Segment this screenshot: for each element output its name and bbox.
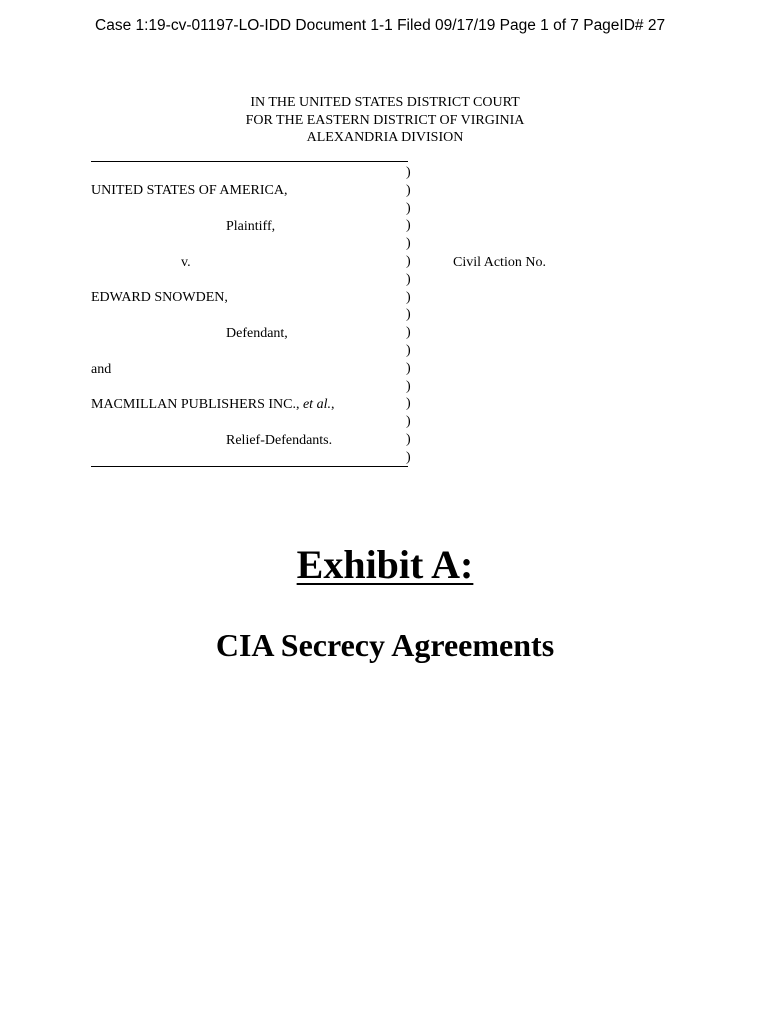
court-heading-line-2: FOR THE EASTERN DISTRICT OF VIRGINIA — [245, 112, 525, 128]
exhibit-subtitle: CIA Secrecy Agreements — [215, 627, 555, 663]
relief-defendant-comma: , — [330, 397, 335, 412]
ecf-header-stamp: Case 1:19-cv-01197-LO-IDD Document 1-1 Filed 09/17/19 Page 1 of 7 PageID# 27 — [95, 17, 666, 34]
civil-action-label: Civil Action No. — [453, 255, 546, 270]
relief-defendant-name — [91, 397, 334, 413]
defendant-role: Defendant, — [226, 326, 288, 341]
plaintiff-name: UNITED STATES OF AMERICA, — [91, 183, 288, 198]
caption-conjunction: and — [91, 362, 112, 377]
caption-top-rule — [91, 161, 408, 162]
caption-paren-column: ) ) ) ) ) ) ) ) ) ) ) ) ) ) ) ) ) — [406, 165, 411, 465]
exhibit-title — [0, 541, 770, 588]
relief-defendant-name-text: MACMILLAN PUBLISHERS INC., — [91, 397, 303, 412]
defendant-name: EDWARD SNOWDEN, — [91, 290, 228, 305]
exhibit-title-text: Exhibit A: — [296, 542, 474, 587]
court-heading-line-3: ALEXANDRIA DIVISION — [306, 130, 464, 145]
court-heading-line-1: IN THE UNITED STATES DISTRICT COURT — [250, 95, 520, 110]
plaintiff-role: Plaintiff, — [226, 219, 276, 234]
court-heading — [0, 94, 770, 147]
relief-defendant-role: Relief-Defendants. — [226, 433, 333, 448]
versus-label: v. — [181, 255, 191, 270]
et-al-text: et al. — [302, 397, 331, 412]
caption-bottom-rule — [91, 466, 408, 467]
